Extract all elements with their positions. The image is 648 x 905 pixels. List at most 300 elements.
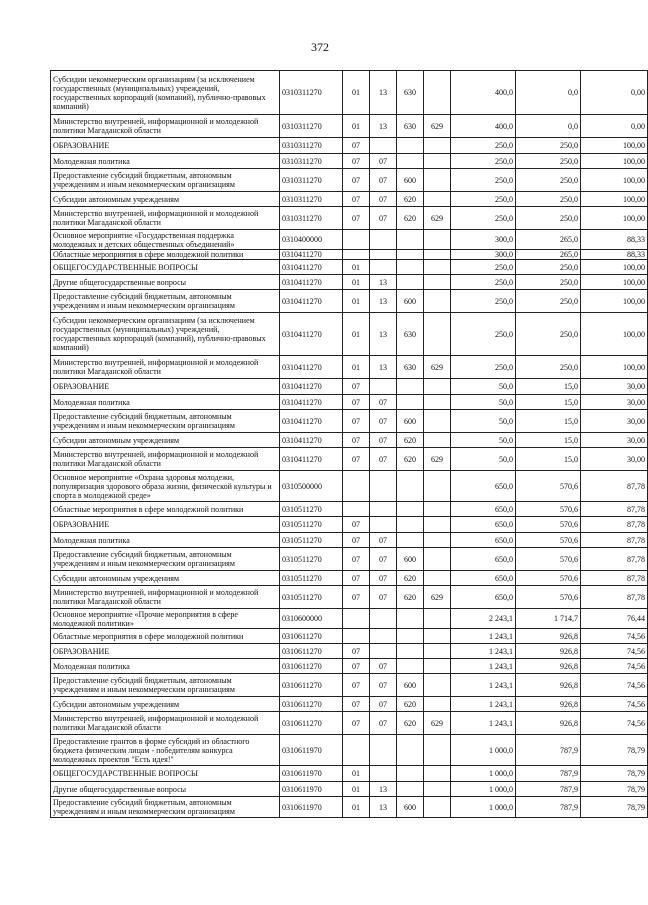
executed-amount: 570,6 (516, 502, 581, 517)
subsection-code (370, 735, 397, 766)
administrator-code (424, 644, 451, 659)
target-article-code: 0310411270 (280, 290, 343, 313)
row-name: Министерство внутренней, информационной и молодежной политики Магаданской области (51, 448, 280, 471)
target-article-code: 0310511270 (280, 571, 343, 586)
planned-amount: 1 000,0 (451, 735, 516, 766)
planned-amount: 650,0 (451, 571, 516, 586)
executed-amount: 15,0 (516, 379, 581, 395)
administrator-code: 629 (424, 586, 451, 609)
target-article-code: 0310611270 (280, 629, 343, 644)
target-article-code: 0310400000 (280, 230, 343, 250)
row-name: ОБРАЗОВАНИЕ (51, 517, 280, 533)
section-code: 07 (343, 207, 370, 230)
planned-amount: 1 000,0 (451, 766, 516, 782)
expense-type-code (397, 471, 424, 502)
expense-type-code (397, 250, 424, 260)
section-code (343, 609, 370, 629)
section-code: 07 (343, 169, 370, 192)
executed-amount: 926,8 (516, 674, 581, 697)
planned-amount: 400,0 (451, 115, 516, 138)
budget-table (50, 70, 648, 818)
row-name: Молодежная политика (51, 154, 280, 169)
row-name: Субсидии автономным учреждениям (51, 697, 280, 712)
target-article-code: 0310311270 (280, 207, 343, 230)
subsection-code: 07 (370, 571, 397, 586)
administrator-code (424, 533, 451, 548)
row-name: Министерство внутренней, информационной и молодежной политики Магаданской области (51, 207, 280, 230)
section-code: 07 (343, 712, 370, 735)
administrator-code (424, 517, 451, 533)
expense-type-code: 620 (397, 207, 424, 230)
page-number: 372 (311, 40, 329, 54)
expense-type-code: 620 (397, 448, 424, 471)
execution-percent: 100,00 (581, 356, 648, 379)
table-row (51, 548, 648, 571)
subsection-code: 13 (370, 71, 397, 115)
target-article-code: 0310511270 (280, 533, 343, 548)
target-article-code: 0310611270 (280, 674, 343, 697)
administrator-code (424, 169, 451, 192)
row-name: ОБРАЗОВАНИЕ (51, 644, 280, 659)
expense-type-code (397, 609, 424, 629)
administrator-code (424, 154, 451, 169)
administrator-code (424, 290, 451, 313)
executed-amount: 250,0 (516, 192, 581, 207)
administrator-code (424, 571, 451, 586)
table-row (51, 115, 648, 138)
execution-percent: 78,79 (581, 735, 648, 766)
planned-amount: 250,0 (451, 169, 516, 192)
administrator-code (424, 275, 451, 290)
table-row (51, 169, 648, 192)
section-code: 07 (343, 517, 370, 533)
subsection-code: 07 (370, 659, 397, 674)
row-name: Другие общегосударственные вопросы (51, 782, 280, 797)
administrator-code (424, 192, 451, 207)
executed-amount: 570,6 (516, 517, 581, 533)
executed-amount: 787,9 (516, 797, 581, 818)
administrator-code (424, 659, 451, 674)
planned-amount: 1 000,0 (451, 797, 516, 818)
table-row (51, 533, 648, 548)
target-article-code: 0310311270 (280, 71, 343, 115)
executed-amount: 265,0 (516, 230, 581, 250)
table-row (51, 154, 648, 169)
target-article-code: 0310311270 (280, 154, 343, 169)
executed-amount: 15,0 (516, 433, 581, 448)
executed-amount: 250,0 (516, 290, 581, 313)
execution-percent: 87,78 (581, 586, 648, 609)
row-name: Основное мероприятие «Охрана здоровья молодежи, популяризация здорового образа жизни, физической культуры и спорта в молодежной среде» (51, 471, 280, 502)
section-code: 01 (343, 782, 370, 797)
expense-type-code (397, 502, 424, 517)
section-code: 07 (343, 448, 370, 471)
executed-amount: 570,6 (516, 533, 581, 548)
section-code: 07 (343, 154, 370, 169)
execution-percent: 74,56 (581, 644, 648, 659)
administrator-code (424, 797, 451, 818)
expense-type-code (397, 230, 424, 250)
expense-type-code: 620 (397, 697, 424, 712)
executed-amount: 265,0 (516, 250, 581, 260)
execution-percent: 100,00 (581, 138, 648, 154)
table-row (51, 410, 648, 433)
target-article-code: 0310411270 (280, 433, 343, 448)
expense-type-code: 620 (397, 712, 424, 735)
table-row (51, 207, 648, 230)
row-name: ОБРАЗОВАНИЕ (51, 379, 280, 395)
planned-amount: 250,0 (451, 275, 516, 290)
target-article-code: 0310611270 (280, 659, 343, 674)
execution-percent: 30,00 (581, 410, 648, 433)
subsection-code (370, 609, 397, 629)
execution-percent: 30,00 (581, 395, 648, 410)
execution-percent: 87,78 (581, 548, 648, 571)
subsection-code: 07 (370, 395, 397, 410)
subsection-code (370, 766, 397, 782)
planned-amount: 50,0 (451, 433, 516, 448)
execution-percent: 100,00 (581, 169, 648, 192)
execution-percent: 78,79 (581, 797, 648, 818)
row-name: Министерство внутренней, информационной и молодежной политики Магаданской области (51, 356, 280, 379)
execution-percent: 74,56 (581, 629, 648, 644)
executed-amount: 570,6 (516, 548, 581, 571)
planned-amount: 650,0 (451, 517, 516, 533)
execution-percent: 30,00 (581, 379, 648, 395)
administrator-code (424, 629, 451, 644)
table-row (51, 502, 648, 517)
executed-amount: 250,0 (516, 207, 581, 230)
table-row (51, 735, 648, 766)
section-code: 07 (343, 379, 370, 395)
section-code: 01 (343, 275, 370, 290)
row-name: Молодежная политика (51, 533, 280, 548)
target-article-code: 0310311270 (280, 169, 343, 192)
table-row (51, 230, 648, 250)
administrator-code (424, 697, 451, 712)
planned-amount: 1 243,1 (451, 712, 516, 735)
table-row (51, 797, 648, 818)
execution-percent: 87,78 (581, 571, 648, 586)
row-name: Основное мероприятие «Государственная поддержка молодежных и детских общественных объединений» (51, 230, 280, 250)
row-name: Основное мероприятие «Прочие мероприятия в сфере молодежной политики» (51, 609, 280, 629)
subsection-code: 07 (370, 697, 397, 712)
target-article-code: 0310311270 (280, 138, 343, 154)
planned-amount: 50,0 (451, 395, 516, 410)
expense-type-code: 630 (397, 115, 424, 138)
execution-percent: 30,00 (581, 448, 648, 471)
executed-amount: 250,0 (516, 275, 581, 290)
row-name: Предоставление субсидий бюджетным, автономным учреждениям и иным некоммерческим организациям (51, 410, 280, 433)
subsection-code: 13 (370, 356, 397, 379)
row-name: Предоставление субсидий бюджетным, автономным учреждениям и иным некоммерческим организациям (51, 674, 280, 697)
executed-amount: 570,6 (516, 586, 581, 609)
executed-amount: 787,9 (516, 766, 581, 782)
subsection-code: 13 (370, 290, 397, 313)
execution-percent: 100,00 (581, 313, 648, 356)
execution-percent: 87,78 (581, 502, 648, 517)
executed-amount: 250,0 (516, 356, 581, 379)
execution-percent: 0,00 (581, 115, 648, 138)
planned-amount: 1 000,0 (451, 782, 516, 797)
section-code (343, 250, 370, 260)
executed-amount: 926,8 (516, 659, 581, 674)
row-name: Областные мероприятия в сфере молодежной политики (51, 502, 280, 517)
subsection-code: 13 (370, 115, 397, 138)
section-code: 07 (343, 138, 370, 154)
expense-type-code (397, 533, 424, 548)
table-row (51, 275, 648, 290)
subsection-code: 07 (370, 433, 397, 448)
target-article-code: 0310411270 (280, 448, 343, 471)
row-name: ОБЩЕГОСУДАРСТВЕННЫЕ ВОПРОСЫ (51, 766, 280, 782)
target-article-code: 0310411270 (280, 356, 343, 379)
execution-percent: 100,00 (581, 260, 648, 275)
planned-amount: 250,0 (451, 313, 516, 356)
executed-amount: 0,0 (516, 71, 581, 115)
section-code: 01 (343, 290, 370, 313)
subsection-code: 07 (370, 154, 397, 169)
subsection-code (370, 644, 397, 659)
section-code: 07 (343, 548, 370, 571)
target-article-code: 0310611970 (280, 735, 343, 766)
target-article-code: 0310411270 (280, 395, 343, 410)
executed-amount: 926,8 (516, 644, 581, 659)
section-code: 01 (343, 71, 370, 115)
target-article-code: 0310411270 (280, 250, 343, 260)
section-code: 07 (343, 395, 370, 410)
executed-amount: 15,0 (516, 448, 581, 471)
subsection-code: 07 (370, 548, 397, 571)
planned-amount: 2 243,1 (451, 609, 516, 629)
expense-type-code: 620 (397, 433, 424, 448)
execution-percent: 100,00 (581, 275, 648, 290)
executed-amount: 570,6 (516, 471, 581, 502)
expense-type-code (397, 782, 424, 797)
expense-type-code: 600 (397, 674, 424, 697)
planned-amount: 250,0 (451, 260, 516, 275)
target-article-code: 0310411270 (280, 275, 343, 290)
subsection-code: 07 (370, 207, 397, 230)
row-name: Предоставление субсидий бюджетным, автономным учреждениям и иным некоммерческим организациям (51, 797, 280, 818)
table-row (51, 782, 648, 797)
subsection-code: 13 (370, 275, 397, 290)
section-code: 01 (343, 797, 370, 818)
execution-percent: 74,56 (581, 712, 648, 735)
row-name: Молодежная политика (51, 659, 280, 674)
section-code (343, 471, 370, 502)
executed-amount: 787,9 (516, 735, 581, 766)
execution-percent: 88,33 (581, 250, 648, 260)
expense-type-code (397, 154, 424, 169)
administrator-code: 629 (424, 448, 451, 471)
administrator-code (424, 766, 451, 782)
subsection-code (370, 502, 397, 517)
administrator-code (424, 735, 451, 766)
table-row (51, 659, 648, 674)
subsection-code (370, 230, 397, 250)
subsection-code (370, 471, 397, 502)
execution-percent: 87,78 (581, 533, 648, 548)
row-name: Министерство внутренней, информационной и молодежной политики Магаданской области (51, 115, 280, 138)
row-name: Другие общегосударственные вопросы (51, 275, 280, 290)
expense-type-code: 630 (397, 313, 424, 356)
section-code: 01 (343, 766, 370, 782)
planned-amount: 250,0 (451, 138, 516, 154)
section-code: 01 (343, 115, 370, 138)
administrator-code: 629 (424, 356, 451, 379)
row-name: Областные мероприятия в сфере молодежной политики (51, 629, 280, 644)
execution-percent: 0,00 (581, 71, 648, 115)
target-article-code: 0310511270 (280, 586, 343, 609)
expense-type-code: 620 (397, 571, 424, 586)
target-article-code: 0310411270 (280, 260, 343, 275)
subsection-code: 07 (370, 586, 397, 609)
table-row (51, 448, 648, 471)
executed-amount: 0,0 (516, 115, 581, 138)
row-name: Молодежная политика (51, 395, 280, 410)
row-name: ОБЩЕГОСУДАРСТВЕННЫЕ ВОПРОСЫ (51, 260, 280, 275)
section-code: 01 (343, 260, 370, 275)
subsection-code (370, 250, 397, 260)
execution-percent: 78,79 (581, 782, 648, 797)
planned-amount: 1 243,1 (451, 629, 516, 644)
executed-amount: 250,0 (516, 169, 581, 192)
table-row (51, 644, 648, 659)
expense-type-code: 620 (397, 192, 424, 207)
row-name: Областные мероприятия в сфере молодежной политики (51, 250, 280, 260)
target-article-code: 0310600000 (280, 609, 343, 629)
section-code (343, 629, 370, 644)
row-name: Предоставление субсидий бюджетным, автономным учреждениям и иным некоммерческим организациям (51, 169, 280, 192)
target-article-code: 0310611270 (280, 697, 343, 712)
section-code: 07 (343, 192, 370, 207)
section-code: 01 (343, 356, 370, 379)
row-name: ОБРАЗОВАНИЕ (51, 138, 280, 154)
target-article-code: 0310511270 (280, 517, 343, 533)
planned-amount: 250,0 (451, 192, 516, 207)
table-row (51, 379, 648, 395)
planned-amount: 1 243,1 (451, 697, 516, 712)
subsection-code: 13 (370, 797, 397, 818)
subsection-code: 07 (370, 410, 397, 433)
administrator-code (424, 502, 451, 517)
table-row (51, 712, 648, 735)
table-row (51, 766, 648, 782)
administrator-code (424, 260, 451, 275)
target-article-code: 0310611970 (280, 766, 343, 782)
expense-type-code (397, 379, 424, 395)
table-row (51, 395, 648, 410)
section-code: 01 (343, 313, 370, 356)
subsection-code (370, 260, 397, 275)
administrator-code (424, 782, 451, 797)
target-article-code: 0310311270 (280, 192, 343, 207)
executed-amount: 926,8 (516, 629, 581, 644)
execution-percent: 76,44 (581, 609, 648, 629)
expense-type-code (397, 260, 424, 275)
execution-percent: 74,56 (581, 659, 648, 674)
section-code: 07 (343, 644, 370, 659)
target-article-code: 0310500000 (280, 471, 343, 502)
expense-type-code (397, 275, 424, 290)
administrator-code (424, 410, 451, 433)
subsection-code (370, 517, 397, 533)
execution-percent: 78,79 (581, 766, 648, 782)
execution-percent: 30,00 (581, 433, 648, 448)
section-code: 07 (343, 586, 370, 609)
administrator-code (424, 379, 451, 395)
table-row (51, 192, 648, 207)
planned-amount: 400,0 (451, 71, 516, 115)
section-code: 07 (343, 433, 370, 448)
administrator-code (424, 471, 451, 502)
administrator-code (424, 250, 451, 260)
planned-amount: 250,0 (451, 290, 516, 313)
table-row (51, 260, 648, 275)
row-name: Субсидии автономным учреждениям (51, 433, 280, 448)
expense-type-code: 600 (397, 548, 424, 571)
administrator-code: 629 (424, 115, 451, 138)
planned-amount: 50,0 (451, 448, 516, 471)
executed-amount: 15,0 (516, 410, 581, 433)
planned-amount: 1 243,1 (451, 659, 516, 674)
expense-type-code (397, 629, 424, 644)
row-name: Субсидии автономным учреждениям (51, 192, 280, 207)
expense-type-code (397, 644, 424, 659)
expense-type-code (397, 138, 424, 154)
table-row (51, 313, 648, 356)
administrator-code (424, 395, 451, 410)
table-row (51, 356, 648, 379)
table-row (51, 71, 648, 115)
subsection-code: 07 (370, 674, 397, 697)
section-code (343, 735, 370, 766)
executed-amount: 250,0 (516, 313, 581, 356)
row-name: Министерство внутренней, информационной и молодежной политики Магаданской области (51, 586, 280, 609)
expense-type-code: 600 (397, 169, 424, 192)
subsection-code: 07 (370, 192, 397, 207)
execution-percent: 87,78 (581, 471, 648, 502)
section-code: 07 (343, 533, 370, 548)
planned-amount: 650,0 (451, 548, 516, 571)
table-row (51, 138, 648, 154)
administrator-code (424, 313, 451, 356)
administrator-code (424, 230, 451, 250)
table-row (51, 609, 648, 629)
execution-percent: 100,00 (581, 192, 648, 207)
subsection-code: 07 (370, 169, 397, 192)
expense-type-code: 600 (397, 290, 424, 313)
subsection-code: 13 (370, 313, 397, 356)
execution-percent: 74,56 (581, 674, 648, 697)
section-code: 07 (343, 674, 370, 697)
planned-amount: 250,0 (451, 207, 516, 230)
table-row (51, 433, 648, 448)
row-name: Министерство внутренней, информационной и молодежной политики Магаданской области (51, 712, 280, 735)
target-article-code: 0310311270 (280, 115, 343, 138)
table-row (51, 517, 648, 533)
subsection-code: 07 (370, 712, 397, 735)
subsection-code: 13 (370, 782, 397, 797)
executed-amount: 250,0 (516, 138, 581, 154)
executed-amount: 787,9 (516, 782, 581, 797)
section-code: 07 (343, 571, 370, 586)
target-article-code: 0310511270 (280, 548, 343, 571)
expense-type-code (397, 517, 424, 533)
row-name: Субсидии некоммерческим организациям (за исключением государственных (муниципальных) учреждений, государственных корпораций (компаний), публично-правовых компаний) (51, 71, 280, 115)
expense-type-code (397, 659, 424, 674)
